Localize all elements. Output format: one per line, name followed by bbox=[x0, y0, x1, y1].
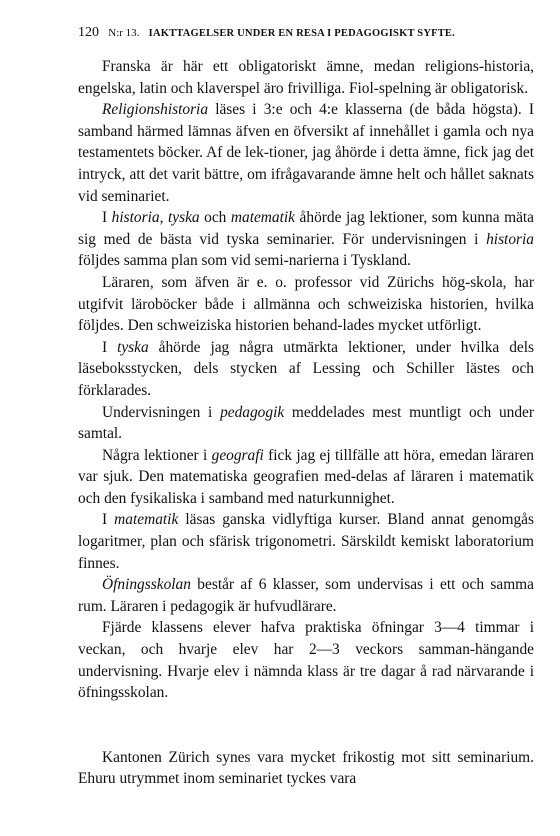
emphasized-term: tyska bbox=[117, 338, 149, 356]
text-run: Undervisningen i bbox=[102, 403, 221, 421]
text-run: och bbox=[199, 209, 231, 227]
text-run: består af 6 klasser, som undervisas i ett och samma rum. Läraren i pedagogik är hufvudlärare. bbox=[78, 576, 534, 615]
text-run: I bbox=[102, 511, 115, 529]
text-run: meddelades mest muntligt och under samtal. bbox=[78, 403, 534, 443]
text-run: I bbox=[102, 209, 112, 227]
text-run: Läraren, som äfven är e. o. professor vid Zürichs hög-skola, har utgifvit läroböcker både i allmänna och schweiziska historien, hvilka följdes. Den schweiziska historien behand-lades mycket utförligt. bbox=[78, 273, 534, 335]
paragraph bbox=[78, 574, 534, 617]
emphasized-term: matematik bbox=[114, 511, 179, 529]
emphasized-term: matematik bbox=[230, 209, 296, 227]
emphasized-term: tyska bbox=[167, 209, 200, 227]
emphasized-term: Öfningsskolan bbox=[102, 576, 191, 594]
text-run: Några lektioner i bbox=[102, 446, 212, 464]
page bbox=[78, 24, 534, 790]
running-title: IAKTTAGELSER UNDER EN RESA I PEDAGOGISKT SYFTE. bbox=[148, 28, 455, 39]
running-header bbox=[78, 24, 534, 42]
emphasized-term: pedagogik bbox=[220, 403, 285, 421]
text-run: Franska är här ett obligatoriskt ämne, medan religions-historia, engelska, latin och klaverspel äro frivilliga. Fiol-spelning är obligatorisk. bbox=[78, 58, 534, 97]
paragraph bbox=[78, 747, 534, 790]
paragraph bbox=[78, 272, 534, 337]
text-run: , bbox=[159, 209, 168, 227]
emphasized-term: historia bbox=[111, 209, 160, 227]
paragraph bbox=[78, 445, 534, 510]
paragraph bbox=[78, 402, 534, 445]
text-run: Fjärde klassens elever hafva praktiska öfningar 3—4 timmar i veckan, och hvarje elev har 2—3 veckors samman-hängande undervisning. Hvarje elev i nämnda klass är tre dagar å rad närvarande i öfningsskolan. bbox=[78, 619, 534, 702]
paragraph bbox=[78, 617, 534, 703]
text-run: läses i 3:e och 4:e klasserna (de båda högsta). I samband härmed lämnas äfven en öfversikt af innehållet i gamla och nya testamentets böcker. Af de lek-tioner, jag åhörde i detta ämne, fick jag det intryck, att det varit bättre, om ifrågavarande ämne helt och hållet saknats vid seminariet. bbox=[78, 101, 534, 205]
emphasized-term: Religionshistoria bbox=[102, 101, 209, 119]
text-run: åhörde jag några utmärkta lektioner, under hvilka dels läseboksstycken, dels stycken af Lessing och Schiller lästes och förklarades. bbox=[78, 338, 534, 399]
page-number: 120 bbox=[78, 25, 99, 40]
issue-number: N:r 13. bbox=[108, 27, 140, 39]
text-run: Kantonen Zürich synes vara mycket frikostig mot sitt seminarium. Ehuru utrymmet inom seminariet tyckes vara bbox=[78, 748, 534, 788]
emphasized-term: historia bbox=[486, 230, 534, 248]
text-run: I bbox=[102, 338, 118, 356]
paragraph bbox=[78, 509, 534, 574]
paragraph bbox=[78, 337, 534, 402]
text-run: åhörde jag lektioner, som kunna mäta sig med de bästa vid tyska seminarier. För undervisningen i bbox=[78, 209, 535, 248]
text-run: fick jag ej tillfälle att höra, emedan läraren var sjuk. Den matematiska geografien med-delas af läraren i matematik och den fysikaliska i samband med naturkunnighet. bbox=[78, 446, 534, 507]
body-text bbox=[78, 56, 534, 790]
emphasized-term: geografi bbox=[211, 446, 264, 464]
text-run: läsas ganska vidlyftiga kurser. Bland annat genomgås logaritmer, plan och sfärisk trigonometri. Särskildt kemiskt laboratorium finnes. bbox=[78, 511, 534, 572]
paragraph bbox=[78, 56, 534, 99]
paragraph bbox=[78, 99, 534, 207]
paragraph bbox=[78, 207, 534, 272]
text-run: följdes samma plan som vid semi-narierna i Tyskland. bbox=[78, 252, 411, 270]
